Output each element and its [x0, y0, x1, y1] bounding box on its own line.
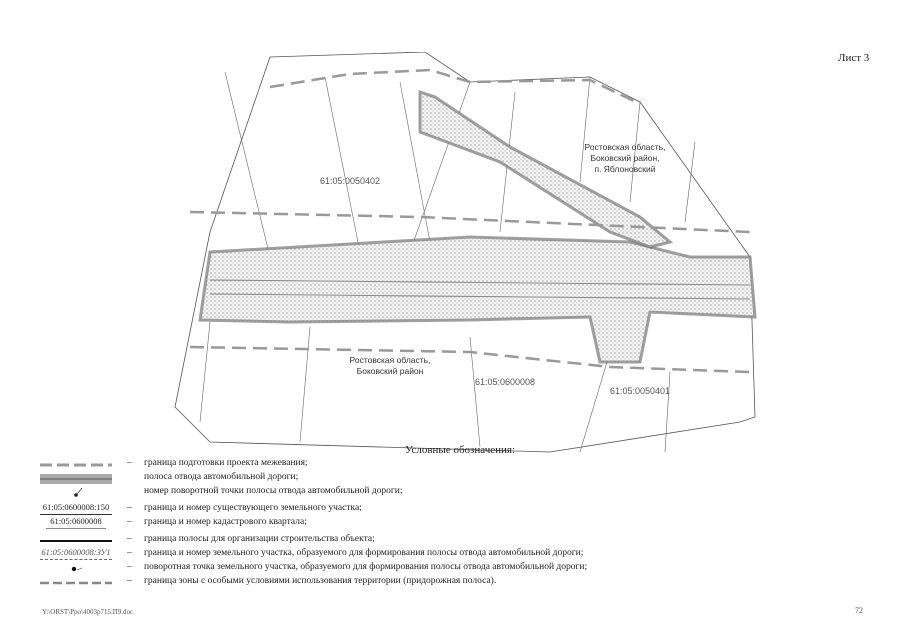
- roadside-zone-symbol: [38, 576, 114, 590]
- road-turn-point-symbol: [38, 486, 114, 500]
- legend-item-construction-strip: – граница полосы для организации строительства объекта;: [20, 534, 890, 548]
- new-parcel-symbol: 61:05:0600008:ЗУ1: [38, 548, 114, 562]
- region-label-4: Ростовская область,: [349, 355, 431, 365]
- legend-item-cadastral-quarter: 61:05:0600008 – граница и номер кадастрового квартала;: [20, 517, 890, 531]
- legend-item-road-turn-point: номер поворотной точки полосы отвода автомобильной дороги;: [20, 486, 890, 500]
- sheet-label: Лист 3: [838, 52, 870, 64]
- legend-item-project-boundary: – граница подготовки проекта межевания;: [20, 458, 890, 472]
- road-strip-symbol: [38, 472, 114, 486]
- project-boundary-symbol: [38, 458, 114, 472]
- legend-item-roadside-zone: – граница зоны с особыми условиями использования территории (придорожная полоса).: [20, 576, 890, 590]
- parcel-turn-point-symbol: [38, 562, 114, 576]
- existing-parcel-symbol: 61:05:0600008:150: [38, 503, 114, 517]
- region-label-5: Боковский район: [356, 366, 424, 376]
- legend-item-existing-parcel: 61:05:0600008:150 – граница и номер существующего земельного участка;: [20, 503, 890, 517]
- legend-item-new-parcel: 61:05:0600008:ЗУ1 – граница и номер земельного участка, образуемого для формирования полосы отвода автомобильной дороги;: [20, 548, 890, 562]
- region-label-2: Боковский район,: [590, 153, 660, 163]
- quarter-label-1: 61:05:0050402: [320, 176, 381, 186]
- cadastral-map: [170, 52, 760, 457]
- region-label-3: п. Яблоновский: [594, 164, 656, 174]
- quarter-label-3: 61:05:0050401: [610, 386, 671, 396]
- construction-strip-symbol: [38, 534, 114, 548]
- legend-item-road-strip: полоса отвода автомобильной дороги;: [20, 472, 890, 486]
- legend-item-parcel-turn-point: – поворотная точка земельного участка, образуемого для формирования полосы отвода автомобильной дороги;: [20, 562, 890, 576]
- region-label-1: Ростовская область,: [584, 142, 666, 152]
- cadastral-quarter-symbol: 61:05:0600008: [38, 517, 114, 531]
- quarter-label-2: 61:05:0600008: [475, 377, 536, 387]
- page-number: 72: [855, 606, 863, 615]
- footer-file-path: Y:\ORST\Ppo\4003p715.П9.doc: [42, 608, 134, 616]
- legend-title: Условные обозначения:: [405, 444, 516, 456]
